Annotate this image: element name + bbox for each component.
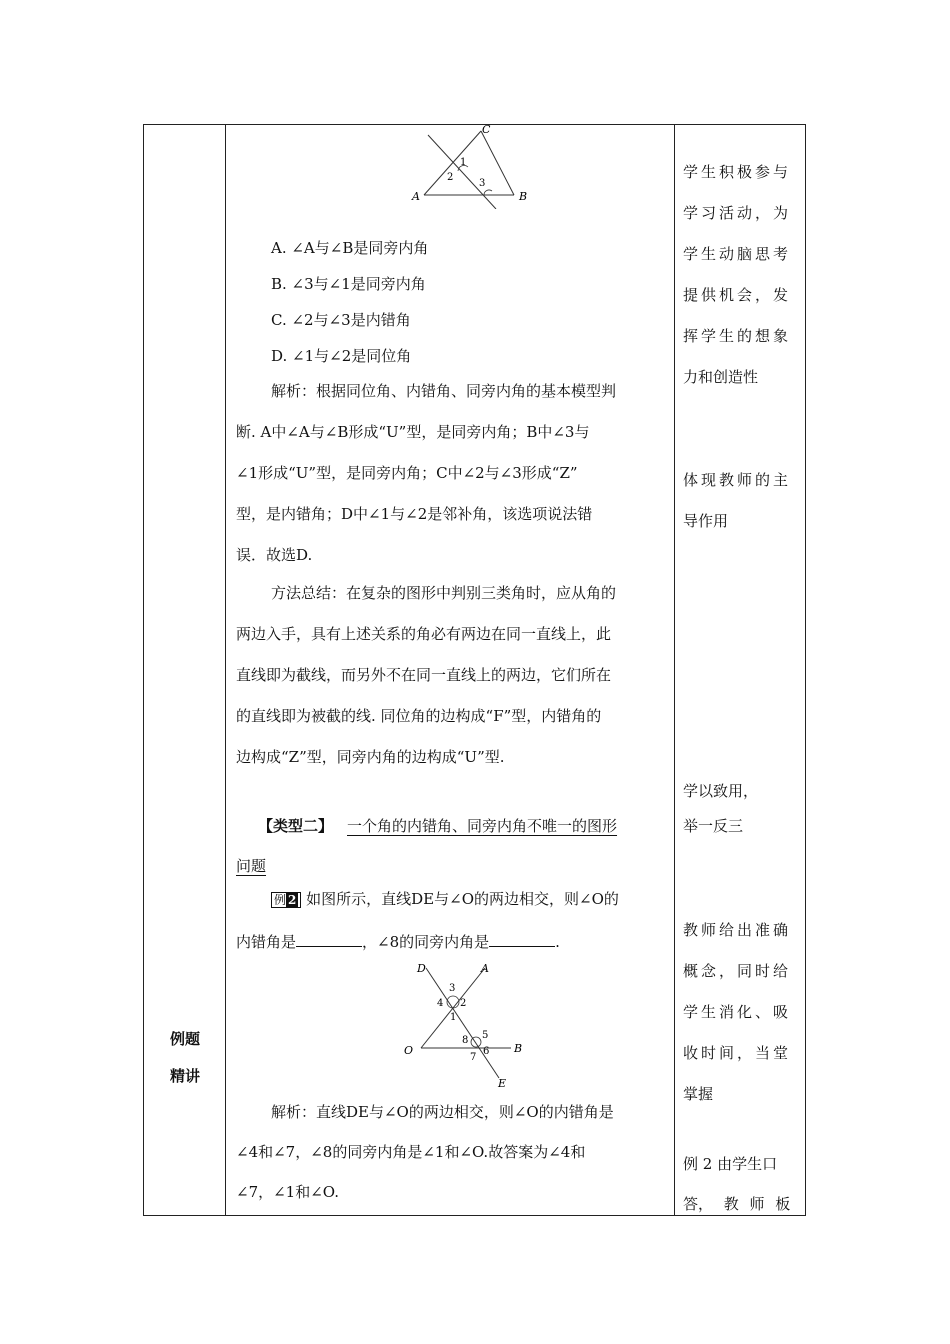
note-line: 体现教师的主	[683, 471, 792, 489]
section-label-line2: 精讲	[169, 1067, 200, 1085]
note-line: 挥学生的想象	[683, 327, 792, 345]
note-line: 导作用	[683, 512, 729, 530]
note-line: 提供机会，发	[683, 286, 792, 304]
note-line: 力和创造性	[683, 368, 759, 386]
option-d: D. ∠1与∠2是同位角	[271, 347, 412, 365]
type2-heading	[258, 815, 617, 836]
note-line: 收时间，当堂	[683, 1044, 792, 1062]
analysis1-line: 误．故选D.	[236, 546, 313, 564]
label-3: 3	[449, 983, 456, 994]
label-5: 5	[482, 1030, 489, 1041]
label-3: 3	[479, 178, 486, 189]
analysis1-line: 断. A中∠A与∠B形成“U”型，是同旁内角；B中∠3与	[236, 423, 590, 441]
label-E: E	[498, 1077, 507, 1090]
option-b: B. ∠3与∠1是同旁内角	[271, 275, 426, 293]
option-a: A. ∠A与∠B是同旁内角	[271, 239, 429, 257]
note-line: 举一反三	[683, 817, 744, 835]
label-2: 2	[447, 172, 454, 183]
label-1: 1	[450, 1012, 457, 1023]
summary-line: 两边入手，具有上述关系的角必有两边在同一直线上，此	[236, 625, 612, 643]
summary-line: 直线即为截线，而另外不在同一直线上的两边，它们所在	[236, 666, 612, 684]
label-A: A	[481, 962, 489, 975]
analysis2-line: ∠4和∠7，∠8的同旁内角是∠1和∠O.故答案为∠4和	[236, 1143, 586, 1161]
answer-blank-1[interactable]	[296, 932, 362, 947]
note-line: 学生动脑思考	[683, 245, 792, 263]
angle-figure-2	[391, 960, 546, 1090]
analysis1-line: 解析：根据同位角、内错角、同旁内角的基本模型判	[271, 382, 617, 400]
label-1: 1	[460, 157, 467, 168]
note-line: 概念，同时给	[683, 962, 792, 980]
option-c: C. ∠2与∠3是内错角	[271, 311, 411, 329]
teaching-notes-column	[675, 125, 807, 1215]
label-8: 8	[462, 1035, 469, 1046]
answer-blank-2[interactable]	[489, 932, 555, 947]
note-line: 学生消化、吸	[683, 1003, 792, 1021]
section-label-line1: 例题	[169, 1030, 200, 1048]
summary-line: 边构成“Z”型，同旁内角的边构成“U”型.	[236, 748, 505, 766]
label-7: 7	[470, 1052, 477, 1063]
section-label-column	[144, 125, 226, 1215]
main-content-column	[226, 125, 674, 1215]
summary-line: 的直线即为被截的线. 同位角的边构成“F”型，内错角的	[236, 707, 602, 725]
note-line: 掌握	[683, 1085, 714, 1103]
label-A: A	[412, 190, 420, 203]
note-line: 例 2 由学生口	[683, 1155, 778, 1173]
example2-question: 例 2 如图所示，直线DE与∠O的两边相交，则∠O的	[271, 888, 619, 909]
label-C: C	[482, 125, 491, 136]
label-D: D	[417, 962, 426, 975]
lesson-table	[143, 124, 806, 1216]
type2-title-cont: 问题	[236, 857, 267, 875]
note-line: 学生积极参与	[683, 163, 792, 181]
label-6: 6	[483, 1046, 490, 1057]
label-O: O	[404, 1044, 414, 1057]
label-B: B	[519, 190, 528, 203]
triangle-figure-1	[396, 125, 546, 209]
note-line: 教师给出准确	[683, 921, 792, 939]
label-4: 4	[437, 998, 444, 1009]
type2-bracket: 【类型二】	[258, 817, 334, 835]
example2-blanks: 内错角是 ，∠8的同旁内角是 .	[236, 933, 560, 951]
analysis2-line: ∠7，∠1和∠O.	[236, 1183, 339, 1201]
note-line: 答， 教 师 板	[683, 1195, 791, 1213]
example-badge: 例 2	[271, 892, 301, 908]
analysis1-line: ∠1形成“U”型，是同旁内角；C中∠2与∠3形成“Z”	[236, 464, 578, 482]
analysis2-line: 解析：直线DE与∠O的两边相交，则∠O的内错角是	[271, 1103, 614, 1121]
type2-title: 一个角的内错角、同旁内角不唯一的图形	[347, 817, 618, 835]
label-B: B	[514, 1042, 523, 1055]
summary-line: 方法总结：在复杂的图形中判别三类角时，应从角的	[271, 584, 617, 602]
analysis1-line: 型，是内错角；D中∠1与∠2是邻补角，该选项说法错	[236, 505, 593, 523]
note-line: 学以致用，	[683, 782, 759, 800]
label-2: 2	[460, 998, 467, 1009]
note-line: 学习活动，为	[683, 204, 792, 222]
